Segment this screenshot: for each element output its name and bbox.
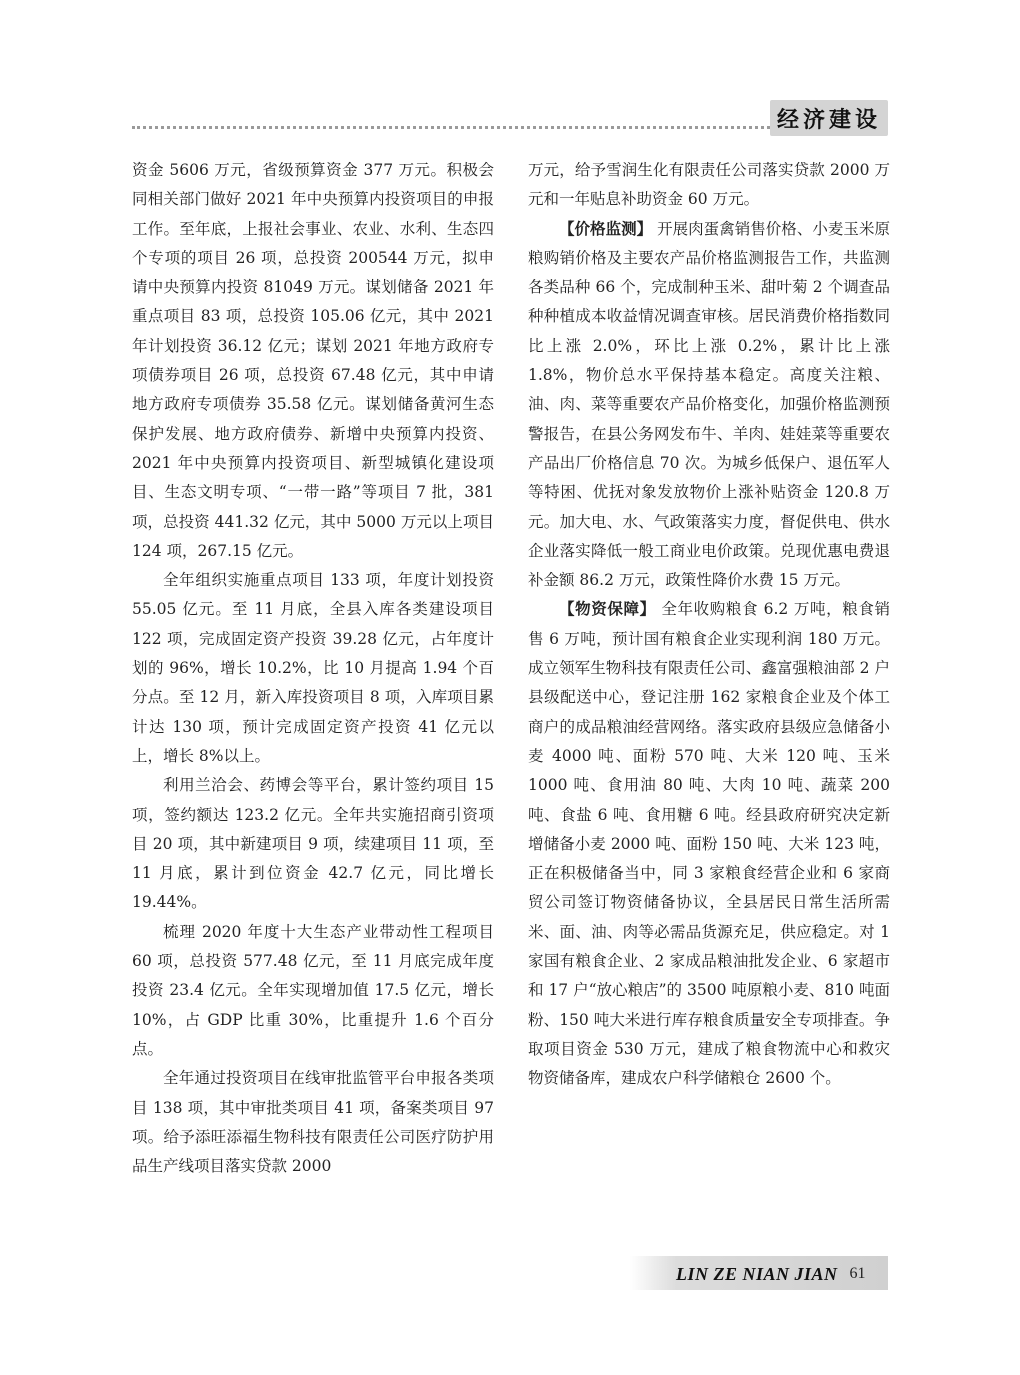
- paragraph: 利用兰洽会、药博会等平台，累计签约项目 15 项，签约额达 123.2 亿元。全年共实施招商引资项目 20 项，其中新建项目 9 项，续建项目 11 项，至 11 月底，累计到位资金 42.7 亿元，同比增长 19.44%。: [132, 776, 494, 912]
- journal-name: LIN ZE NIAN JIAN: [676, 1263, 838, 1284]
- header-divider: [132, 126, 782, 129]
- paragraph: 全年通过投资项目在线审批监管平台申报各类项目 138 项，其中审批类项目 41 项，备案类项目 97 项。给予添旺添福生物科技有限责任公司医疗防护用品生产线项目落实贷款 2000: [132, 1069, 494, 1176]
- paragraph: 全年组织实施重点项目 133 项，年度计划投资 55.05 亿元。至 11 月底，全县入库各类建设项目 122 项，完成固定资产投资 39.28 亿元，占年度计划的 96%，增长 10.2%，比 10 月提高 1.94 个百分点。至 12 月，新入库投资项目 8 项，入库项目累计达 130 项，预计完成固定资产投资 41 亿元以上，增长 8%以上。: [132, 571, 494, 765]
- left-column: [132, 156, 494, 1181]
- paragraph-price-monitoring: [528, 215, 890, 596]
- footer: [676, 1262, 866, 1286]
- page-number: 61: [849, 1265, 866, 1282]
- paragraph: 资金 5606 万元，省级预算资金 377 万元。积极会同相关部门做好 2021 年中央预算内投资项目的申报工作。至年底，上报社会事业、农业、水利、生态四个专项的项目 26 项，总投资 200544 万元，拟申请中央预算内投资 81049 万元。谋划储备 2021 年重点项目 83 项，总投资 105.06 亿元，其中 2021 年计划投资 36.12 亿元；谋划 2021 年地方政府专项债券项目 26 项，总投资 67.48 亿元，其中申请地方政府专项债券 35.58 亿元。谋划储备黄河生态保护发展、地方政府债券、新增中央预算内投资、2021 年中央预算内投资项目、新型城镇化建设项目、生态文明专项、“一带一路”等项目 7 批，381 项，总投资 441.32 亿元，其中 5000 万元以上项目 124 项，267.15 亿元。: [132, 161, 494, 560]
- paragraph-material-supply: [528, 595, 890, 1093]
- section-keyword: 【物资保障】: [559, 600, 656, 619]
- paragraph: 梳理 2020 年度十大生态产业带动性工程项目 60 项，总投资 577.48 亿元，至 11 月底完成年度投资 23.4 亿元。全年实现增加值 17.5 亿元，增长 10%，占 GDP 比重 30%，比重提升 1.6 个百分点。: [132, 922, 494, 1058]
- paragraph: 万元，给予雪润生化有限责任公司落实贷款 2000 万元和一年贴息补助资金 60 万元。: [528, 161, 890, 209]
- right-column: [528, 156, 890, 1094]
- paragraph-text: 全年收购粮食 6.2 万吨，粮食销售 6 万吨，预计国有粮食企业实现利润 180 万元。成立领军生物科技有限责任公司、鑫富强粮油部 2 户县级配送中心，登记注册 162 家粮食企业及个体工商户的成品粮油经营网络。落实政府县级应急储备小麦 4000 吨、面粉 570 吨、大米 120 吨、玉米 1000 吨、食用油 80 吨、大肉 10 吨、蔬菜 200 吨、食盐 6 吨、食用糖 6 吨。经县政府研究决定新增储备小麦 2000 吨、面粉 150 吨、大米 123 吨，正在积极储备当中，同 3 家粮食经营企业和 6 家商贸公司签订物资储备协议，全县居民日常生活所需米、面、油、肉等必需品货源充足，供应稳定。对 1 家国有粮食企业、2 家成品粮油批发企业、6 家超市和 17 户“放心粮店”的 3500 吨原粮小麦、810 吨面粉、150 吨大米进行库存粮食质量安全专项排查。争取项目资金 530 万元，建成了粮食物流中心和救灾物资储备库，建成农户科学储粮仓 2600 个。: [528, 600, 890, 1088]
- section-keyword: 【价格监测】: [559, 219, 653, 238]
- section-tag: 经济建设: [770, 100, 888, 136]
- paragraph-text: 开展肉蛋禽销售价格、小麦玉米原粮购销价格及主要农产品价格监测报告工作，共监测各类品种 66 个，完成制种玉米、甜叶菊 2 个调查品种种植成本收益情况调查审核。居民消费价格指数同比上涨 2.0%，环比上涨 0.2%，累计比上涨 1.8%，物价总水平保持基本稳定。高度关注粮、油、肉、菜等重要农产品价格变化，加强价格监测预警报告，在县公务网发布牛、羊肉、娃娃菜等重要农产品出厂价格信息 70 次。为城乡低保户、退伍军人等特困、优抚对象发放物价上涨补贴资金 120.8 万元。加大电、水、气政策落实力度，督促供电、供水企业落实降低一般工商业电价政策。兑现优惠电费退补金额 86.2 万元，政策性降价水费 15 万元。: [528, 219, 890, 590]
